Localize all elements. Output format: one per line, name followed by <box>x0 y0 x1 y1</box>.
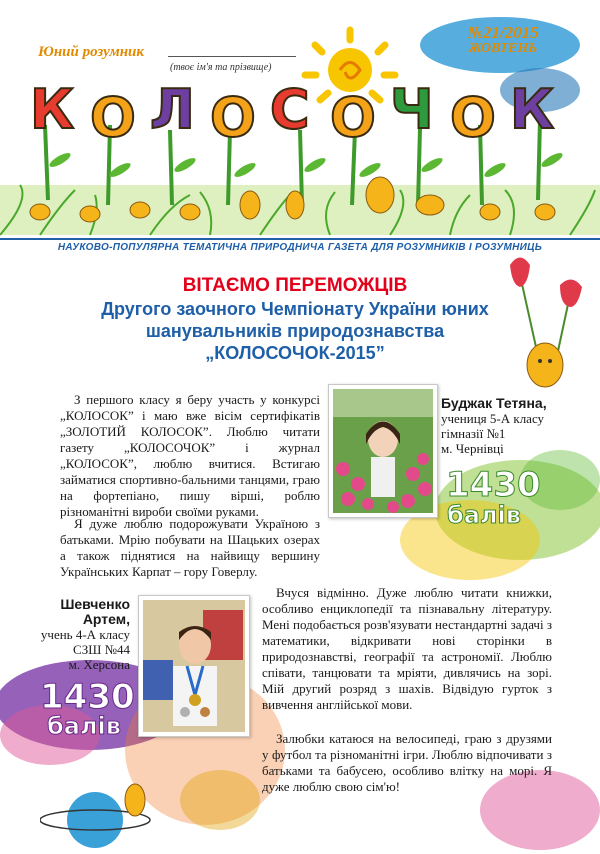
winner2-text-2 <box>262 731 552 795</box>
masthead <box>0 0 600 240</box>
paragraph: Вчуся відмінно. Дуже люблю читати книжки, особливо енциклопедії та пізнавальну літературу. Мені подобається розв'язувати нестандартні задачі з математики, відкривати нові сторінки в природознавстві, географії та астрономії. Люблю співати, танцювати та мріяти, дивлячись на зорі. Мій другий розряд з шахів. Відвідую гурток з вивчення англійської мови. <box>262 585 552 712</box>
headline-line: Другого заочного Чемпіонату України юних <box>101 299 489 319</box>
winner1-text-2 <box>60 516 320 580</box>
title-letter: Л <box>150 78 195 141</box>
title-letter: О <box>450 86 496 149</box>
junior-label: Юний розумник <box>38 44 144 60</box>
winner1-name: Буджак Тетяна, <box>441 395 547 411</box>
title-logo <box>30 78 570 149</box>
paragraph: З першого класу я беру участь у конкурсі „КОЛОСОК” і маю вже вісім сертифікатів „ЗОЛОТИЙ КОЛОСОК”. Люблю читати газету „КОЛОСОЧОК” і журнал „КОЛОСОК”, люблю вчитися. Встигаю займатися спортивно-бальними танцями, граю на фортепіано, пишу вірші, роблю різноманітні вироби своїми руками. <box>60 392 320 519</box>
headline-line: „КОЛОСОЧОК-2015” <box>205 343 385 363</box>
winner1-city: м. Чернівці <box>441 441 504 456</box>
winner2-text <box>262 585 552 713</box>
issue-badge <box>438 25 568 57</box>
winner2-score: 1430 <box>40 677 135 717</box>
headline-subtitle <box>30 298 560 364</box>
issue-month: ЖОВТЕНЬ <box>468 41 538 56</box>
winner2-photo-image <box>143 600 245 732</box>
title-letter: О <box>330 86 376 149</box>
winner2-caption <box>20 597 130 672</box>
winner2-firstname: Артем, <box>82 611 130 627</box>
winner1-caption <box>441 396 571 456</box>
title-letter: С <box>270 78 310 141</box>
winner1-score: 1430 <box>446 465 541 505</box>
name-hint: (твоє ім'я та прізвище) <box>170 62 272 73</box>
winner1-class: учениця 5-А класу <box>441 411 545 426</box>
headline-congrats: ВІТАЄМО ПЕРЕМОЖЦІВ <box>182 275 408 296</box>
title-letter: К <box>30 78 75 141</box>
subtitle-divider <box>0 238 600 240</box>
title-letter: О <box>90 86 136 149</box>
paragraph: Залюбки катаюся на велосипеді, граю з друзями у футбол та різноманітні ігри. Люблю відпочивати з батьками та бабусею, особливо влітку на морі. Я дуже люблю свою сім'ю! <box>262 731 552 794</box>
headline-line: шанувальників природознавства <box>145 321 445 341</box>
winner1-score-unit: балів <box>447 501 521 529</box>
winner1-photo <box>328 384 438 518</box>
planet-illustration <box>40 770 170 854</box>
name-line[interactable] <box>168 56 296 57</box>
title-letter: О <box>210 86 256 149</box>
winner2-school: СЗШ №44 <box>73 642 130 657</box>
issue-number: №21/2015 <box>467 23 539 42</box>
newspaper-subtitle: НАУКОВО-ПОПУЛЯРНА ТЕМАТИЧНА ПРИРОДНИЧА ГАЗЕТА ДЛЯ РОЗУМНИКІВ І РОЗУМНИЦЬ <box>57 242 543 253</box>
winner2-class: учень 4-А класу <box>40 627 130 642</box>
winner2-score-unit: балів <box>47 712 121 740</box>
winner2-city: м. Херсона <box>68 657 130 672</box>
title-letter: Ч <box>390 78 434 141</box>
winner2-surname: Шевченко <box>60 596 130 612</box>
winner1-text <box>60 392 320 520</box>
paragraph: Я дуже люблю подорожувати Україною з батьками. Мрію побувати на Шацьких озерах а також піднятися на найвищу вершину Українських Карпат – гору Говерлу. <box>60 516 320 579</box>
winner1-school: гімназії №1 <box>441 426 506 441</box>
title-letter: К <box>510 78 555 141</box>
winner2-photo <box>138 595 250 737</box>
winner1-photo-image <box>333 389 433 513</box>
